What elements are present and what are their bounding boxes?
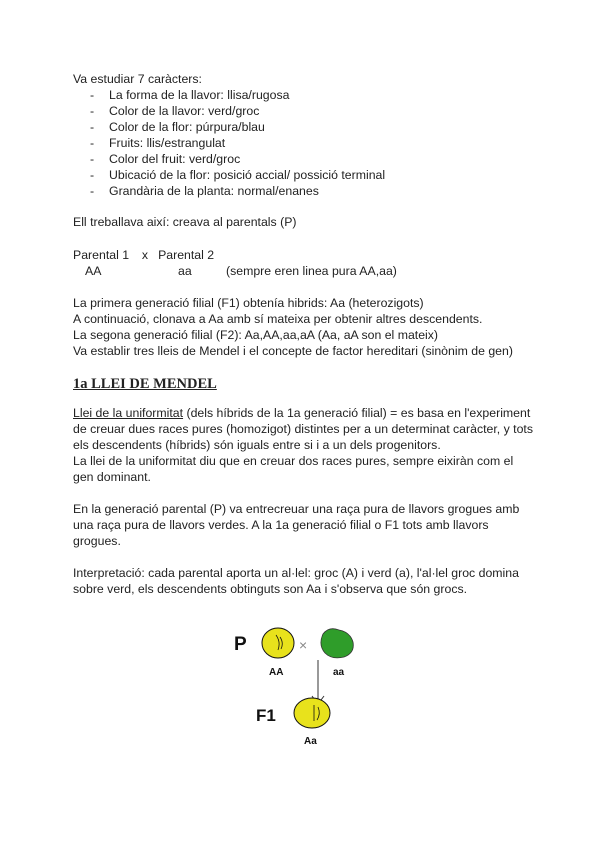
trait-item: - Ubicació de la flor: posició accial/ possició terminal xyxy=(90,168,386,182)
paragraph-line: els descendents (híbrids) són iguals entre si i a un dels progenitors. xyxy=(73,438,441,452)
uniformity-term: Llei de la uniformitat xyxy=(73,406,184,420)
paragraph-line: grogues. xyxy=(73,534,121,548)
yellow-seed-f1 xyxy=(294,698,330,728)
paragraph-line: La primera generació filial (F1) obtenía hibrids: Aa (heterozigots) xyxy=(73,296,424,310)
paragraph-line: Va establir tres lleis de Mendel i el concepte de factor hereditari (sinònim de gen) xyxy=(73,344,513,358)
trait-item: - Color del fruit: verd/groc xyxy=(90,152,241,166)
method-text: Ell treballava així: creava al parentals (P) xyxy=(73,215,297,229)
mendel-cross-diagram xyxy=(226,620,376,750)
paragraph-line: Llei de la uniformitat (dels híbrids de la 1a generació filial) = es basa en l'experiment xyxy=(73,406,531,420)
trait-item: - Grandària de la planta: normal/enanes xyxy=(90,184,319,198)
trait-item: - Fruits: llis/estrangulat xyxy=(90,136,226,150)
p-label: P xyxy=(234,634,247,655)
section-heading: 1a LLEI DE MENDEL xyxy=(73,376,217,392)
paragraph-line: La segona generació filial (F2): Aa,AA,aa,aA (Aa, aA son el mateix) xyxy=(73,328,439,342)
paragraph-line: La llei de la uniformitat diu que en creuar dos races pures, sempre eixiràn com el xyxy=(73,454,514,468)
paragraph-line: En la generació parental (P) va entrecreuar una raça pura de llavors grogues amb xyxy=(73,502,520,516)
paragraph-line: gen dominant. xyxy=(73,470,151,484)
cross-symbol: × xyxy=(299,637,308,653)
paragraph-line: sobre verd, els descendents obtinguts son Aa i s'observa que són grocs. xyxy=(73,582,468,596)
paragraph-line: una raça pura de llavors verdes. A la 1a generació filial o F1 tots amb llavors xyxy=(73,518,489,532)
paragraph-line: de creuar dues races pures (homozigot) distintes per a un determinat caràcter, y tots xyxy=(73,422,533,436)
cross-parents-row: Parental 1 x Parental 2 xyxy=(73,248,215,262)
f1-genotype-label: Aa xyxy=(304,736,317,747)
cross-genotypes-row: AA aa (sempre eren linea pura AA,aa) xyxy=(85,264,397,278)
f1-label: F1 xyxy=(256,706,276,725)
trait-item: - La forma de la llavor: llisa/rugosa xyxy=(90,88,290,102)
yellow-seed-left xyxy=(262,628,294,658)
paragraph-line: Interpretació: cada parental aporta un al·lel: groc (A) i verd (a), l'al·lel groc domina xyxy=(73,566,519,580)
intro-text: Va estudiar 7 caràcters: xyxy=(73,72,202,86)
trait-item: - Color de la flor: púrpura/blau xyxy=(90,120,265,134)
paragraph-line: A continuació, clonava a Aa amb sí mateixa per obtenir altres descendents. xyxy=(73,312,483,326)
left-genotype-label: AA xyxy=(269,667,284,678)
trait-item: - Color de la llavor: verd/groc xyxy=(90,104,260,118)
green-seed-right xyxy=(321,629,353,658)
right-genotype-label: aa xyxy=(333,667,345,678)
